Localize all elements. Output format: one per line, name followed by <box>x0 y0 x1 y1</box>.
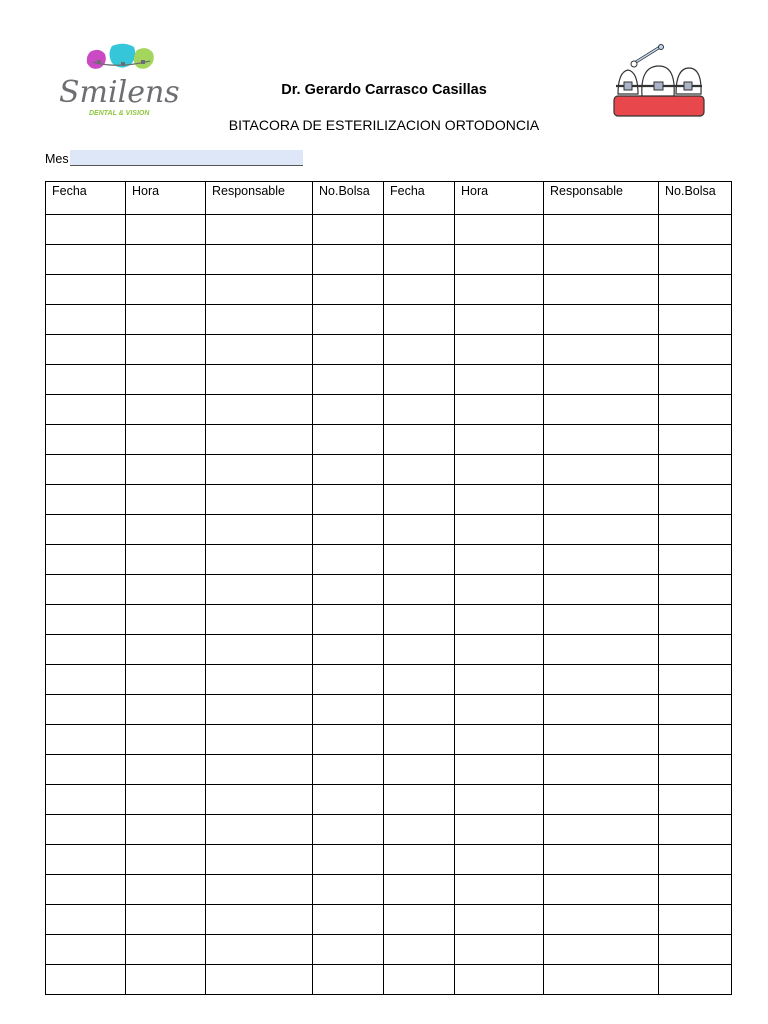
table-cell[interactable] <box>206 935 313 965</box>
table-cell[interactable] <box>126 335 206 365</box>
table-cell[interactable] <box>544 905 659 935</box>
table-cell[interactable] <box>455 785 544 815</box>
table-cell[interactable] <box>126 725 206 755</box>
table-cell[interactable] <box>206 515 313 545</box>
table-cell[interactable] <box>46 245 126 275</box>
table-cell[interactable] <box>46 815 126 845</box>
table-cell[interactable] <box>206 665 313 695</box>
table-cell[interactable] <box>544 395 659 425</box>
table-cell[interactable] <box>384 845 455 875</box>
table-cell[interactable] <box>46 365 126 395</box>
column-header-no-bolsa-2: No.Bolsa <box>659 182 732 215</box>
table-cell[interactable] <box>544 305 659 335</box>
table-cell[interactable] <box>544 275 659 305</box>
table-cell[interactable] <box>206 785 313 815</box>
table-cell[interactable] <box>455 905 544 935</box>
table-cell[interactable] <box>46 905 126 935</box>
table-cell[interactable] <box>544 785 659 815</box>
table-cell[interactable] <box>313 695 384 725</box>
table-cell[interactable] <box>206 605 313 635</box>
table-cell[interactable] <box>659 485 732 515</box>
table-row <box>46 725 732 755</box>
table-cell[interactable] <box>384 215 455 245</box>
table-row <box>46 545 732 575</box>
table-cell[interactable] <box>313 215 384 245</box>
table-cell[interactable] <box>206 965 313 995</box>
table-cell[interactable] <box>659 965 732 995</box>
svg-text:Smilens: Smilens <box>59 75 180 110</box>
table-cell[interactable] <box>46 965 126 995</box>
table-row <box>46 905 732 935</box>
sterilization-log-table <box>45 181 732 995</box>
table-cell[interactable] <box>313 455 384 485</box>
table-cell[interactable] <box>126 425 206 455</box>
table-cell[interactable] <box>313 605 384 635</box>
table-row <box>46 455 732 485</box>
table-cell[interactable] <box>126 905 206 935</box>
table-cell[interactable] <box>46 875 126 905</box>
table-cell[interactable] <box>455 245 544 275</box>
table-cell[interactable] <box>46 605 126 635</box>
document-title: BITACORA DE ESTERILIZACION ORTODONCIA <box>228 117 540 133</box>
table-cell[interactable] <box>46 335 126 365</box>
table-cell[interactable] <box>544 965 659 995</box>
table-cell[interactable] <box>46 275 126 305</box>
table-cell[interactable] <box>313 665 384 695</box>
table-cell[interactable] <box>313 935 384 965</box>
svg-text:DENTAL & VISION: DENTAL & VISION <box>89 110 150 117</box>
table-cell[interactable] <box>384 425 455 455</box>
table-cell[interactable] <box>313 545 384 575</box>
table-cell[interactable] <box>126 875 206 905</box>
table-cell[interactable] <box>206 365 313 395</box>
table-cell[interactable] <box>455 935 544 965</box>
table-cell[interactable] <box>544 665 659 695</box>
table-cell[interactable] <box>46 305 126 335</box>
table-cell[interactable] <box>544 575 659 605</box>
table-cell[interactable] <box>659 695 732 725</box>
table-cell[interactable] <box>544 485 659 515</box>
table-row <box>46 335 732 365</box>
table-cell[interactable] <box>384 455 455 485</box>
table-cell[interactable] <box>384 275 455 305</box>
table-cell[interactable] <box>659 665 732 695</box>
table-cell[interactable] <box>384 575 455 605</box>
table-cell[interactable] <box>659 365 732 395</box>
table-cell[interactable] <box>313 845 384 875</box>
table-cell[interactable] <box>659 845 732 875</box>
table-cell[interactable] <box>384 395 455 425</box>
table-cell[interactable] <box>544 515 659 545</box>
table-cell[interactable] <box>384 485 455 515</box>
column-header-responsable: Responsable <box>206 182 313 215</box>
table-cell[interactable] <box>126 365 206 395</box>
table-cell[interactable] <box>206 635 313 665</box>
table-row <box>46 605 732 635</box>
table-row <box>46 665 732 695</box>
table-cell[interactable] <box>126 755 206 785</box>
table-cell[interactable] <box>206 545 313 575</box>
table-cell[interactable] <box>313 755 384 785</box>
table-cell[interactable] <box>126 635 206 665</box>
table-cell[interactable] <box>126 845 206 875</box>
table-cell[interactable] <box>659 245 732 275</box>
table-cell[interactable] <box>126 665 206 695</box>
table-row <box>46 815 732 845</box>
table-cell[interactable] <box>544 635 659 665</box>
table-cell[interactable] <box>384 335 455 365</box>
table-cell[interactable] <box>455 695 544 725</box>
table-cell[interactable] <box>455 425 544 455</box>
table-cell[interactable] <box>206 845 313 875</box>
table-cell[interactable] <box>455 575 544 605</box>
table-row <box>46 305 732 335</box>
table-cell[interactable] <box>384 725 455 755</box>
table-cell[interactable] <box>659 275 732 305</box>
table-cell[interactable] <box>455 455 544 485</box>
table-cell[interactable] <box>384 785 455 815</box>
table-cell[interactable] <box>544 545 659 575</box>
table-row <box>46 575 732 605</box>
table-row <box>46 485 732 515</box>
table-cell[interactable] <box>206 695 313 725</box>
table-cell[interactable] <box>384 665 455 695</box>
table-cell[interactable] <box>384 605 455 635</box>
table-cell[interactable] <box>455 965 544 995</box>
table-cell[interactable] <box>206 305 313 335</box>
table-cell[interactable] <box>126 965 206 995</box>
table-cell[interactable] <box>384 515 455 545</box>
table-cell[interactable] <box>46 455 126 485</box>
table-cell[interactable] <box>126 515 206 545</box>
table-cell[interactable] <box>46 485 126 515</box>
table-cell[interactable] <box>206 215 313 245</box>
table-cell[interactable] <box>126 935 206 965</box>
table-cell[interactable] <box>455 755 544 785</box>
table-cell[interactable] <box>126 395 206 425</box>
table-cell[interactable] <box>126 545 206 575</box>
column-header-responsable-2: Responsable <box>544 182 659 215</box>
table-row <box>46 515 732 545</box>
table-cell[interactable] <box>659 905 732 935</box>
table-row <box>46 365 732 395</box>
table-cell[interactable] <box>206 905 313 935</box>
column-header-hora-2: Hora <box>455 182 544 215</box>
month-input[interactable] <box>70 150 303 166</box>
table-cell[interactable] <box>46 695 126 725</box>
table-cell[interactable] <box>659 215 732 245</box>
table-cell[interactable] <box>659 425 732 455</box>
table-cell[interactable] <box>659 395 732 425</box>
table-cell[interactable] <box>126 455 206 485</box>
table-cell[interactable] <box>455 635 544 665</box>
table-cell[interactable] <box>544 215 659 245</box>
table-cell[interactable] <box>126 305 206 335</box>
table-cell[interactable] <box>206 485 313 515</box>
table-cell[interactable] <box>126 485 206 515</box>
table-cell[interactable] <box>126 245 206 275</box>
month-label: Mes <box>45 152 69 166</box>
table-cell[interactable] <box>455 335 544 365</box>
table-cell[interactable] <box>659 635 732 665</box>
table-cell[interactable] <box>313 335 384 365</box>
table-cell[interactable] <box>313 515 384 545</box>
table-cell[interactable] <box>313 965 384 995</box>
table-cell[interactable] <box>126 695 206 725</box>
table-cell[interactable] <box>455 605 544 635</box>
table-row <box>46 875 732 905</box>
table-cell[interactable] <box>46 845 126 875</box>
table-cell[interactable] <box>384 365 455 395</box>
table-cell[interactable] <box>544 605 659 635</box>
table-row <box>46 785 732 815</box>
table-cell[interactable] <box>659 455 732 485</box>
table-cell[interactable] <box>455 815 544 845</box>
table-cell[interactable] <box>313 905 384 935</box>
table-cell[interactable] <box>384 965 455 995</box>
table-cell[interactable] <box>544 755 659 785</box>
table-cell[interactable] <box>384 905 455 935</box>
table-cell[interactable] <box>544 365 659 395</box>
table-cell[interactable] <box>206 815 313 845</box>
table-row <box>46 635 732 665</box>
table-cell[interactable] <box>659 725 732 755</box>
table-cell[interactable] <box>455 215 544 245</box>
table-row <box>46 845 732 875</box>
table-cell[interactable] <box>206 425 313 455</box>
table-cell[interactable] <box>455 725 544 755</box>
table-cell[interactable] <box>206 275 313 305</box>
table-cell[interactable] <box>659 335 732 365</box>
table-cell[interactable] <box>455 545 544 575</box>
table-cell[interactable] <box>46 515 126 545</box>
table-cell[interactable] <box>544 425 659 455</box>
table-cell[interactable] <box>455 845 544 875</box>
column-header-hora: Hora <box>126 182 206 215</box>
table-cell[interactable] <box>544 875 659 905</box>
table-cell[interactable] <box>46 425 126 455</box>
table-cell[interactable] <box>384 305 455 335</box>
table-cell[interactable] <box>659 305 732 335</box>
table-cell[interactable] <box>46 395 126 425</box>
table-cell[interactable] <box>544 845 659 875</box>
table-cell[interactable] <box>313 725 384 755</box>
table-cell[interactable] <box>659 755 732 785</box>
table-body <box>46 215 732 995</box>
table-row <box>46 965 732 995</box>
table-cell[interactable] <box>455 515 544 545</box>
table-cell[interactable] <box>455 275 544 305</box>
table-row <box>46 425 732 455</box>
table-cell[interactable] <box>313 425 384 455</box>
table-cell[interactable] <box>659 785 732 815</box>
column-header-fecha: Fecha <box>46 182 126 215</box>
table-cell[interactable] <box>206 245 313 275</box>
table-cell[interactable] <box>206 395 313 425</box>
table-cell[interactable] <box>126 575 206 605</box>
table-cell[interactable] <box>206 755 313 785</box>
table-header-row <box>46 182 732 215</box>
table-cell[interactable] <box>659 515 732 545</box>
table-cell[interactable] <box>126 785 206 815</box>
table-row <box>46 215 732 245</box>
table-cell[interactable] <box>313 635 384 665</box>
table-cell[interactable] <box>544 935 659 965</box>
table-cell[interactable] <box>313 305 384 335</box>
table-cell[interactable] <box>126 605 206 635</box>
table-row <box>46 755 732 785</box>
table-cell[interactable] <box>46 575 126 605</box>
table-cell[interactable] <box>659 545 732 575</box>
table-cell[interactable] <box>126 215 206 245</box>
table-cell[interactable] <box>455 665 544 695</box>
table-cell[interactable] <box>455 875 544 905</box>
table-cell[interactable] <box>206 335 313 365</box>
table-cell[interactable] <box>384 755 455 785</box>
table-cell[interactable] <box>384 695 455 725</box>
table-cell[interactable] <box>544 245 659 275</box>
smilens-logo <box>55 40 180 120</box>
table-cell[interactable] <box>46 755 126 785</box>
table-cell[interactable] <box>206 875 313 905</box>
table-cell[interactable] <box>313 275 384 305</box>
table-cell[interactable] <box>659 815 732 845</box>
table-cell[interactable] <box>659 605 732 635</box>
table-cell[interactable] <box>313 245 384 275</box>
table-cell[interactable] <box>384 815 455 845</box>
table-cell[interactable] <box>384 935 455 965</box>
table-cell[interactable] <box>46 215 126 245</box>
table-cell[interactable] <box>659 875 732 905</box>
table-cell[interactable] <box>544 815 659 845</box>
table-cell[interactable] <box>313 815 384 845</box>
table-cell[interactable] <box>46 785 126 815</box>
table-row <box>46 935 732 965</box>
table-row <box>46 245 732 275</box>
table-cell[interactable] <box>313 365 384 395</box>
table-cell[interactable] <box>46 635 126 665</box>
table-cell[interactable] <box>206 725 313 755</box>
table-row <box>46 275 732 305</box>
table-cell[interactable] <box>313 485 384 515</box>
table-cell[interactable] <box>126 815 206 845</box>
table-cell[interactable] <box>455 485 544 515</box>
month-field <box>45 150 303 166</box>
table-cell[interactable] <box>659 575 732 605</box>
column-header-no-bolsa: No.Bolsa <box>313 182 384 215</box>
table-cell[interactable] <box>46 935 126 965</box>
table-cell[interactable] <box>384 245 455 275</box>
table-cell[interactable] <box>544 695 659 725</box>
table-cell[interactable] <box>544 335 659 365</box>
table-cell[interactable] <box>206 575 313 605</box>
table-cell[interactable] <box>126 275 206 305</box>
table-cell[interactable] <box>659 935 732 965</box>
table-cell[interactable] <box>313 785 384 815</box>
table-cell[interactable] <box>384 545 455 575</box>
table-cell[interactable] <box>455 365 544 395</box>
table-cell[interactable] <box>313 575 384 605</box>
column-header-fecha-2: Fecha <box>384 182 455 215</box>
table-cell[interactable] <box>313 395 384 425</box>
table-cell[interactable] <box>46 665 126 695</box>
table-cell[interactable] <box>206 455 313 485</box>
table-cell[interactable] <box>544 725 659 755</box>
table-cell[interactable] <box>384 875 455 905</box>
table-row <box>46 395 732 425</box>
table-cell[interactable] <box>455 305 544 335</box>
table-cell[interactable] <box>384 635 455 665</box>
table-row <box>46 695 732 725</box>
table-cell[interactable] <box>46 545 126 575</box>
table-cell[interactable] <box>455 395 544 425</box>
doctor-name: Dr. Gerardo Carrasco Casillas <box>281 82 487 98</box>
table-cell[interactable] <box>544 455 659 485</box>
table-cell[interactable] <box>313 875 384 905</box>
table-cell[interactable] <box>46 725 126 755</box>
